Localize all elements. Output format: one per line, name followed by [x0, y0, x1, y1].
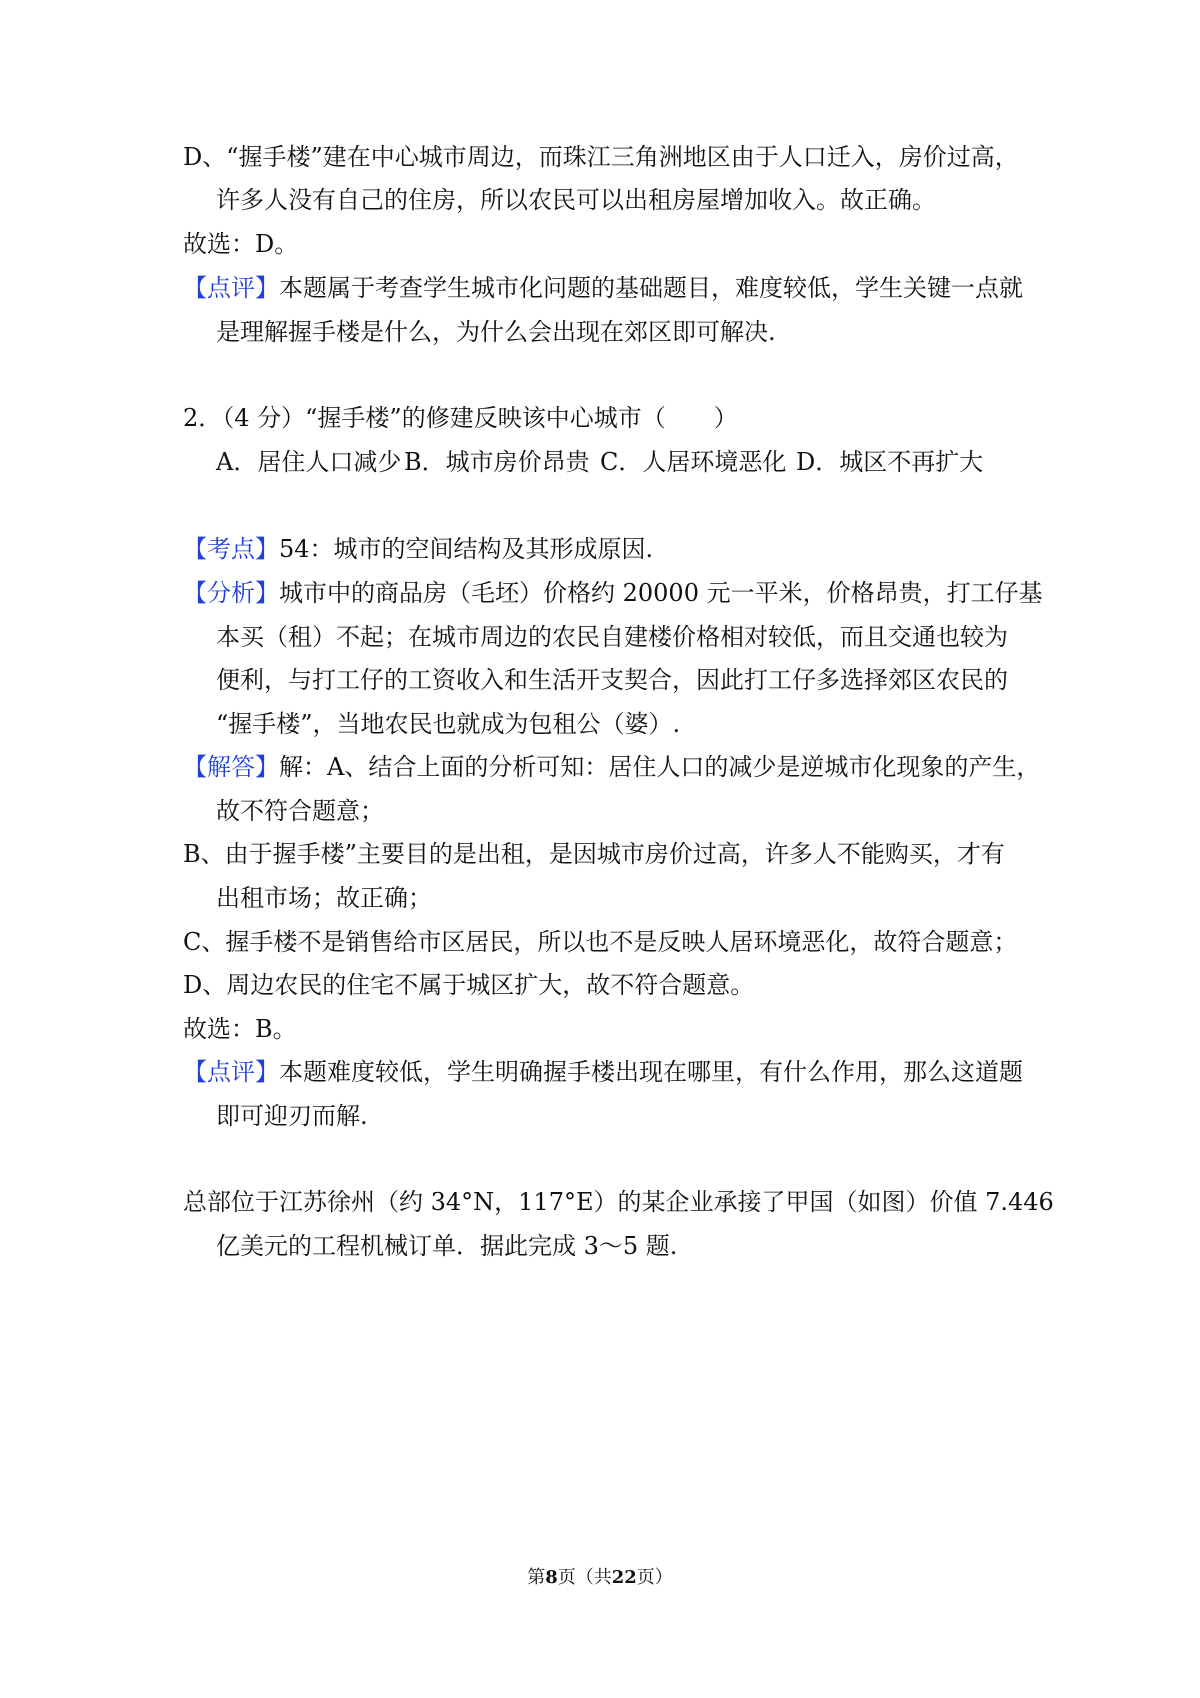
q2-fenxi-line4: “握手楼”，当地农民也就成为包租公（婆）.	[216, 710, 681, 738]
q1-comment-line2: 是理解握手楼是什么，为什么会出现在郊区即可解决.	[216, 318, 776, 346]
q2-b-line1: B、由于握手楼”主要目的是出租，是因城市房价过高，许多人不能购买，才有	[183, 840, 1005, 868]
q1-option-d-line2: 许多人没有自己的住房，所以农民可以出租房屋增加收入。故正确。	[216, 186, 936, 214]
fenxi-tag: 【分析】	[183, 579, 279, 607]
footer-page-number: 8	[545, 1567, 558, 1588]
comment-text: 本题难度较低，学生明确握手楼出现在哪里，有什么作用，那么这道题	[279, 1058, 1023, 1086]
q1-comment-line1	[183, 272, 1023, 304]
q2-jieda-line2: 故不符合题意；	[216, 797, 384, 825]
q2-answer: 故选：B。	[183, 1015, 297, 1043]
q2-fenxi-line2: 本买（租）不起；在城市周边的农民自建楼价格相对较低，而且交通也较为	[216, 623, 1008, 651]
q2-fenxi-line1	[183, 577, 1043, 609]
comment-text: 本题属于考查学生城市化问题的基础题目，难度较低，学生关键一点就	[279, 274, 1023, 302]
q1-option-d-line1: D、“握手楼”建在中心城市周边，而珠江三角洲地区由于人口迁入，房价过高，	[183, 143, 1019, 171]
q2-comment-line1	[183, 1056, 1023, 1088]
q2-d-line: D、周边农民的住宅不属于城区扩大，故不符合题意。	[183, 971, 755, 999]
q2-stem: 2．（4 分）“握手楼”的修建反映该中心城市（ ）	[183, 404, 738, 432]
q2-c-line: C、握手楼不是销售给市区居民，所以也不是反映人居环境恶化，故符合题意；	[183, 928, 1018, 956]
footer-suffix: 页）	[636, 1567, 673, 1588]
intro-q3-5-line1: 总部位于江苏徐州（约 34°N，117°E）的某企业承接了甲国（如图）价值 7.446	[183, 1188, 1054, 1216]
jieda-tag: 【解答】	[183, 753, 279, 781]
q2-fenxi-line3: 便利，与打工仔的工资收入和生活开支契合，因此打工仔多选择郊区农民的	[216, 666, 1008, 694]
q2-option-d: D．城区不再扩大	[796, 448, 984, 476]
q2-option-b: B．城市房价昂贵	[404, 448, 590, 476]
comment-tag: 【点评】	[183, 1058, 279, 1086]
q2-jieda-line1	[183, 751, 1040, 783]
q2-comment-line2: 即可迎刃而解.	[216, 1102, 368, 1130]
comment-tag: 【点评】	[183, 274, 279, 302]
footer-total-pages: 22	[611, 1567, 637, 1588]
jieda-text: 解：A、结合上面的分析可知：居住人口的减少是逆城市化现象的产生，	[279, 753, 1041, 781]
fenxi-text: 城市中的商品房（毛坯）价格约 20000 元一平米，价格昂贵，打工仔基	[279, 579, 1043, 607]
q2-kaodian	[183, 533, 653, 565]
kaodian-text: 54：城市的空间结构及其形成原因.	[279, 535, 654, 563]
intro-q3-5-line2: 亿美元的工程机械订单．据此完成 3～5 题.	[216, 1232, 678, 1260]
q2-option-a: A．居住人口减少	[216, 448, 402, 476]
q2-b-line2: 出租市场；故正确；	[216, 884, 432, 912]
page-footer	[0, 1566, 1200, 1590]
q2-option-c: C．人居环境恶化	[600, 448, 787, 476]
footer-prefix: 第	[527, 1567, 546, 1588]
q1-answer: 故选：D。	[183, 230, 299, 258]
kaodian-tag: 【考点】	[183, 535, 279, 563]
footer-middle: 页（共	[557, 1567, 612, 1588]
q2-options	[216, 446, 983, 478]
